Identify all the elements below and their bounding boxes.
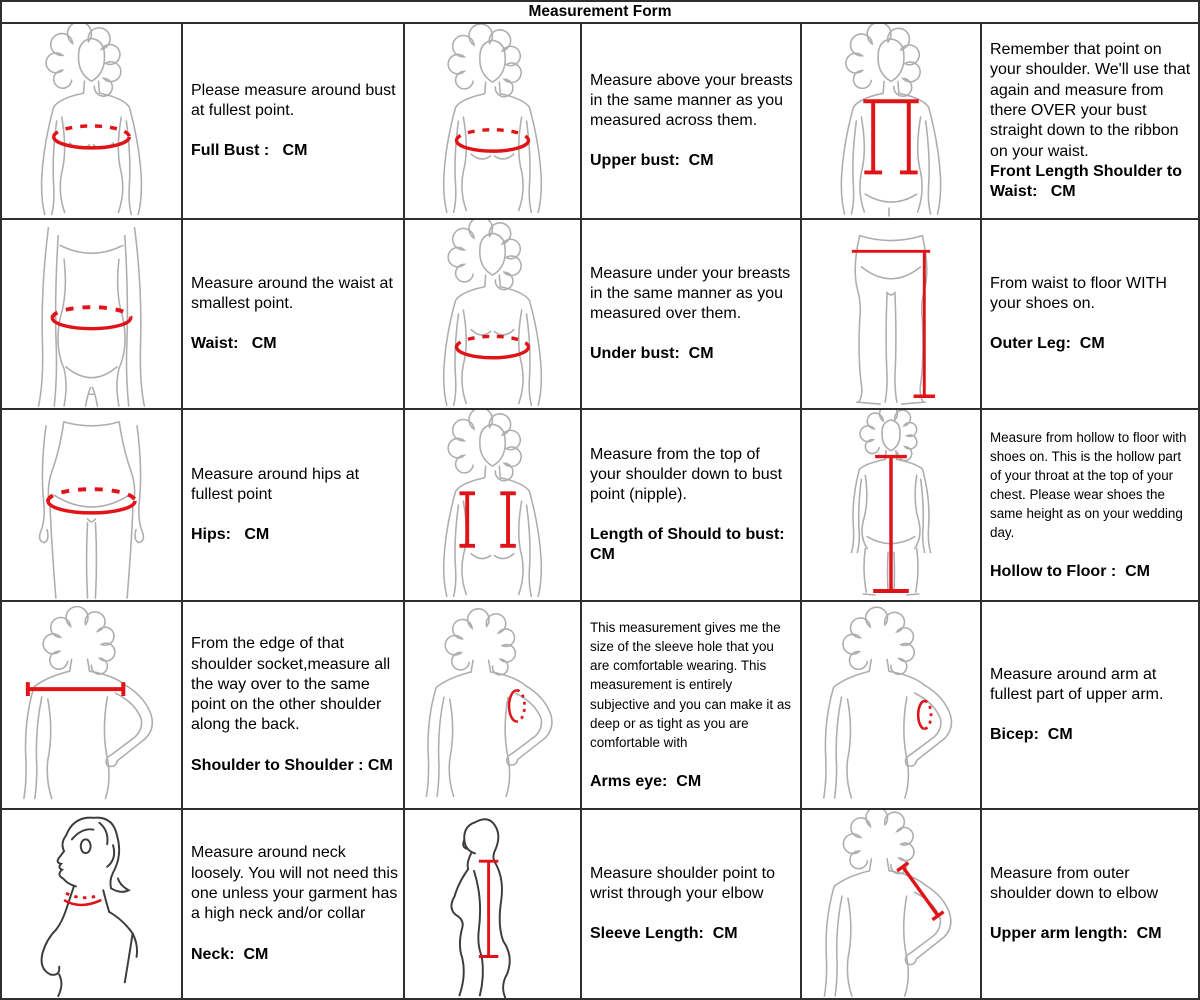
measurement-label: Arms eye: CM (590, 772, 702, 790)
cell-under-bust-text (582, 220, 800, 408)
description-text: Measure shoulder point to wrist through your elbow (590, 864, 780, 902)
cell-neck-text (183, 810, 403, 998)
upper-arm-figure (802, 810, 980, 998)
cell-bicep-figure (802, 602, 980, 808)
hollow-to-floor-figure (802, 410, 980, 600)
page-title: Measurement Form (2, 2, 1198, 22)
waist-figure (2, 220, 181, 408)
description-text: Measure from outer shoulder down to elbow (990, 864, 1159, 902)
cell-arms-eye-figure (405, 602, 580, 808)
sleeve-length-figure (405, 810, 580, 998)
measurement-label: Under bust: CM (590, 345, 714, 363)
measurement-label: Hips: CM (191, 526, 270, 544)
description-text: Measure from hollow to floor with shoes on. This is the hollow part of your throat at the top of your chest. Please wear shoes the same height as on your wedding day. (990, 429, 1191, 541)
bicep-figure (802, 602, 980, 808)
description-text: Measure around hips at fullest point (191, 465, 364, 503)
full-bust-figure (2, 24, 181, 218)
description-text: Remember that point on your shoulder. We'll use that again and measure from there OVER your bust straight down to the ribbon on your waist. (990, 41, 1195, 160)
shoulder-to-shoulder-figure (2, 602, 181, 808)
cell-front-length-text (982, 24, 1198, 218)
cell-shoulder-to-shoulder-text (183, 602, 403, 808)
arms-eye-figure (405, 602, 580, 808)
front-length-figure (802, 24, 980, 218)
outer-leg-figure (802, 220, 980, 408)
description-text: Measure above your breasts in the same manner as you measured across them. (590, 71, 798, 130)
cell-outer-leg-figure (802, 220, 980, 408)
measurement-label: Waist: CM (191, 335, 277, 353)
cell-sleeve-length-text (582, 810, 800, 998)
description-text: Measure under your breasts in the same manner as you measured over them. (590, 264, 795, 323)
description-text: Measure around the waist at smallest point. (191, 274, 398, 312)
shoulder-to-bust-figure (405, 410, 580, 600)
cell-upper-bust-text (582, 24, 800, 218)
cell-hollow-to-floor-text (982, 410, 1198, 600)
measurement-label: Upper arm length: CM (990, 925, 1162, 943)
cell-upper-arm-text (982, 810, 1198, 998)
measurement-label: Length of Should to bust: CM (590, 526, 794, 564)
cell-neck-figure (2, 810, 181, 998)
cell-front-length-figure (802, 24, 980, 218)
cell-arms-eye-text (582, 602, 800, 808)
under-bust-figure (405, 220, 580, 408)
measurement-label: Neck: CM (191, 945, 269, 963)
cell-bicep-text (982, 602, 1198, 808)
measurement-label: Bicep: CM (990, 726, 1073, 744)
description-text: Measure around arm at fullest part of upper arm. (990, 665, 1164, 703)
cell-under-bust-figure (405, 220, 580, 408)
cell-shoulder-to-bust-text (582, 410, 800, 600)
measurement-label: Sleeve Length: CM (590, 925, 738, 943)
neck-figure (2, 810, 181, 998)
description-text: From the edge of that shoulder socket,measure all the way over to the same point on the other shoulder along the back. (191, 635, 395, 734)
upper-bust-figure (405, 24, 580, 218)
measurement-label: Upper bust: CM (590, 152, 714, 170)
cell-shoulder-to-bust-figure (405, 410, 580, 600)
cell-hips-figure (2, 410, 181, 600)
description-text: From waist to floor WITH your shoes on. (990, 274, 1172, 312)
hips-figure (2, 410, 181, 600)
cell-upper-bust-figure (405, 24, 580, 218)
description-text: Measure from the top of your shoulder down to bust point (nipple). (590, 445, 787, 504)
description-text: Measure around neck loosely. You will not need this one unless your garment has a high neck and/or collar (191, 844, 403, 923)
measurement-label: Outer Leg: CM (990, 335, 1105, 353)
cell-hips-text (183, 410, 403, 600)
measurement-label: Front Length Shoulder to Waist: CM (990, 162, 1187, 200)
description-text: Please measure around bust at fullest point. (191, 81, 401, 119)
cell-full-bust-text (183, 24, 403, 218)
measurement-label: Shoulder to Shoulder : CM (191, 756, 393, 774)
cell-waist-figure (2, 220, 181, 408)
description-text: This measurement gives me the size of the sleeve hole that you are comfortable wearing. This measurement is entirely subjective and you can make it as deep or as tight as you are comfortable with (590, 620, 795, 750)
cell-sleeve-length-figure (405, 810, 580, 998)
cell-shoulder-to-shoulder-figure (2, 602, 181, 808)
cell-outer-leg-text (982, 220, 1198, 408)
measurement-label: Full Bust : CM (191, 142, 308, 160)
cell-hollow-to-floor-figure (802, 410, 980, 600)
cell-upper-arm-figure (802, 810, 980, 998)
cell-full-bust-figure (2, 24, 181, 218)
measurement-label: Hollow to Floor : CM (990, 563, 1150, 581)
cell-waist-text (183, 220, 403, 408)
